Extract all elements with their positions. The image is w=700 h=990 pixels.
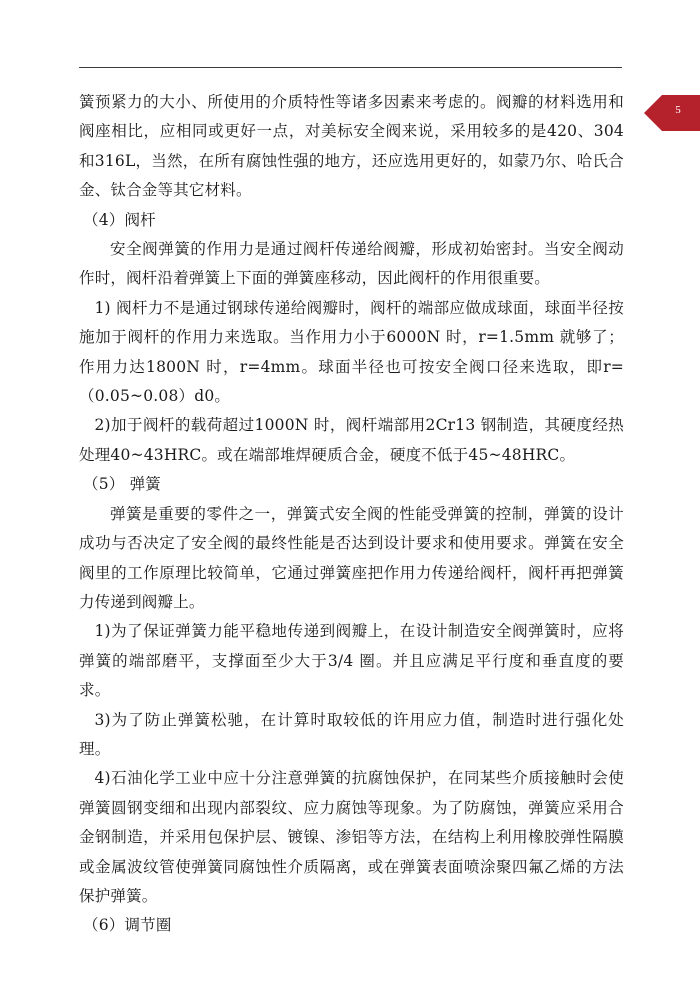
list-item-spring-1: 1)为了保证弹簧力能平稳地传递到阀瓣上，在设计制造安全阀弹簧时，应将弹簧的端部磨平，支撑面至少大于3/4 圈。并且应满足平行度和垂直度的要求。 (79, 622, 624, 700)
list-item-spring-3: 3)为了防止弹簧松驰，在计算时取较低的许用应力值，制造时进行强化处理。 (79, 710, 624, 758)
document-body (79, 88, 624, 941)
paragraph-spring-intro: 弹簧是重要的零件之一，弹簧式安全阀的性能受弹簧的控制，弹簧的设计成功与否决定了安全阀的最终性能是否达到设计要求和使用要求。弹簧在安全阀里的工作原理比较简单，它通过弹簧座把作用力传递给阀杆，阀杆再把弹簧力传递到阀瓣上。 (79, 504, 624, 611)
heading-adjusting-ring: （6）调节圈 (83, 916, 172, 935)
paragraph-valve-stem-intro: 安全阀弹簧的作用力是通过阀杆传递给阀瓣，形成初始密封。当安全阀动作时，阀杆沿着弹簧上下面的弹簧座移动，因此阀杆的作用很重要。 (79, 240, 624, 288)
heading-spring: （5） 弹簧 (83, 475, 161, 494)
page-number-tab (644, 95, 700, 131)
page-number: 5 (675, 104, 681, 116)
header-rule (79, 67, 622, 68)
list-item-stem-2: 2)加于阀杆的载荷超过1000N 时，阀杆端部用2Cr13 钢制造，其硬度经热处理40~43HRC。或在端部堆焊硬质合金，硬度不低于45~48HRC。 (79, 416, 624, 464)
list-item-spring-4: 4)石油化学工业中应十分注意弹簧的抗腐蚀保护，在同某些介质接触时会使弹簧圆钢变细和出现内部裂纹、应力腐蚀等现象。为了防腐蚀，弹簧应采用合金钢制造，并采用包保护层、镀镍、渗铝等方法，在结构上利用橡胶弹性隔膜或金属波纹管使弹簧同腐蚀性介质隔离，或在弹簧表面喷涂聚四氟乙烯的方法保护弹簧。 (79, 769, 624, 905)
paragraph-valve-disc-material: 簧预紧力的大小、所使用的介质特性等诸多因素来考虑的。阀瓣的材料选用和阀座相比，应相同或更好一点，对美标安全阀来说，采用较多的是420、304 和316L，当然，在所有腐蚀性强的地方，还应选用更好的，如蒙乃尔、哈氏合金、钛合金等其它材料。 (79, 93, 624, 200)
heading-valve-stem: （4）阀杆 (83, 210, 156, 229)
list-item-stem-1: 1) 阀杆力不是通过钢球传递给阀瓣时，阀杆的端部应做成球面，球面半径按施加于阀杆的作用力来选取。当作用力小于6000N 时，r=1.5mm 就够了；作用力达1800N 时，r=4mm。球面半径也可按安全阀口径来选取，即r=（0.05~0.08）d0。 (79, 298, 624, 406)
